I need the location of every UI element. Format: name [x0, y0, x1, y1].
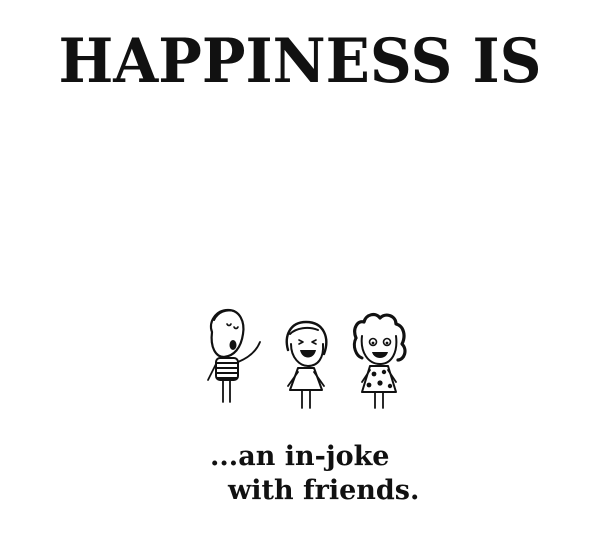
- girl-figure-curly-hair: [354, 315, 405, 408]
- boy-figure: [208, 310, 260, 402]
- caption: [0, 440, 600, 508]
- caption-line-1: ...an in-joke: [210, 441, 390, 472]
- caption-line-2: with friends.: [228, 475, 420, 506]
- friends-illustration: [190, 300, 430, 425]
- girl-figure-laughing: [287, 322, 326, 408]
- page-title: HAPPINESS IS: [58, 25, 542, 97]
